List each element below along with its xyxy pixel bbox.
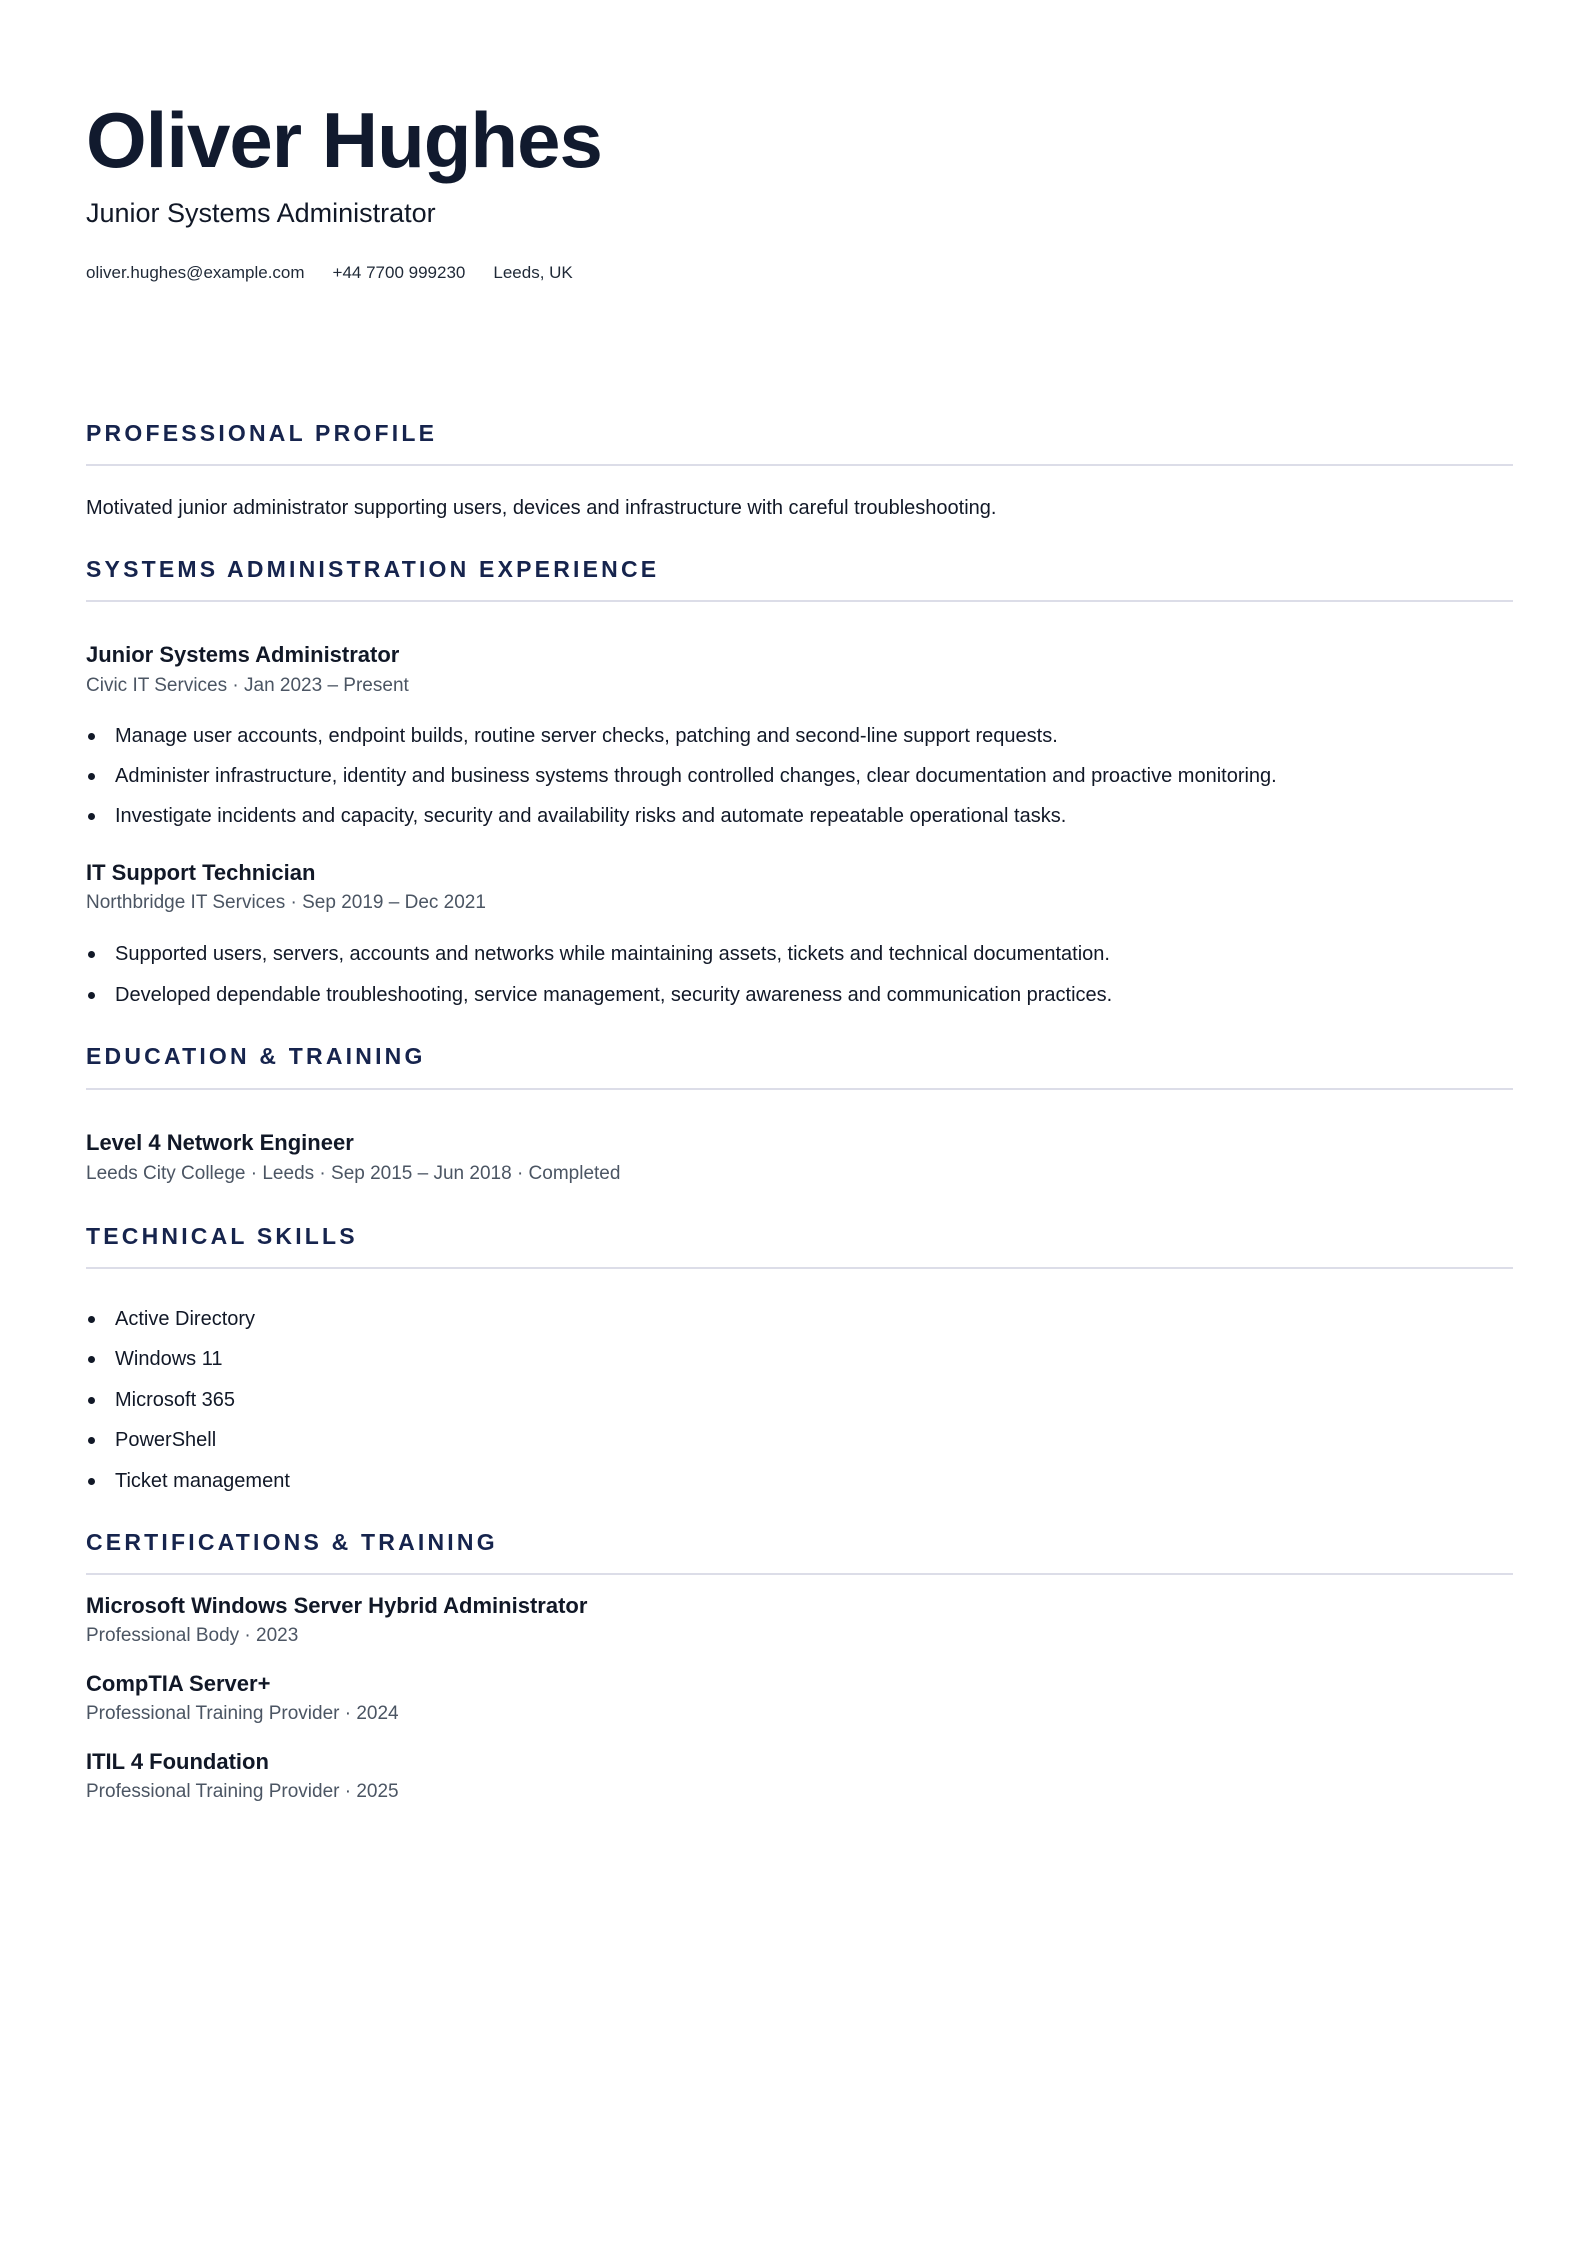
bullet-text: Supported users, servers, accounts and networks while maintaining assets, tickets and technical documentation. [115, 943, 1110, 965]
education-title: Level 4 Network Engineer [86, 1130, 354, 1155]
bullet-dot [88, 773, 95, 780]
bullet-dot [88, 733, 95, 740]
section-title: SYSTEMS ADMINISTRATION EXPERIENCE [86, 556, 660, 582]
bullet-dot [88, 1478, 95, 1485]
candidate-role: Junior Systems Administrator [86, 198, 436, 228]
job-title: Junior Systems Administrator [86, 642, 400, 667]
section-divider [86, 1573, 1513, 1575]
bullet-dot [88, 1437, 95, 1444]
job-title: IT Support Technician [86, 860, 316, 885]
candidate-name: Oliver Hughes [86, 96, 602, 184]
job-meta: Civic IT Services · Jan 2023 – Present [86, 675, 409, 696]
bullet-dot [88, 1356, 95, 1363]
job-meta: Northbridge IT Services · Sep 2019 – Dec 2021 [86, 892, 486, 913]
section-heading-experience [86, 554, 1513, 584]
contact-line [86, 262, 573, 284]
certification-meta: Professional Body · 2023 [86, 1625, 299, 1646]
section-heading-education [86, 1041, 1513, 1071]
certification-title: ITIL 4 Foundation [86, 1749, 269, 1774]
skill-text: Windows 11 [115, 1348, 223, 1370]
section-title: PROFESSIONAL PROFILE [86, 420, 438, 446]
bullet-text: Developed dependable troubleshooting, service management, security awareness and communication practices. [115, 984, 1113, 1006]
bullet-dot [88, 1316, 95, 1323]
section-heading-certifications [86, 1527, 1513, 1557]
skill-text: Active Directory [115, 1308, 256, 1330]
contact-phone[interactable]: +44 7700 999230 [332, 263, 466, 282]
contact-location: Leeds, UK [493, 263, 573, 282]
contact-email[interactable]: oliver.hughes@example.com [86, 263, 305, 282]
education-meta: Leeds City College · Leeds · Sep 2015 – Jun 2018 · Completed [86, 1163, 621, 1184]
certification-meta: Professional Training Provider · 2024 [86, 1703, 399, 1724]
skill-text: PowerShell [115, 1429, 217, 1451]
certification-meta: Professional Training Provider · 2025 [86, 1781, 399, 1802]
bullet-dot [88, 813, 95, 820]
bullet-text: Manage user accounts, endpoint builds, routine server checks, patching and second-line support requests. [115, 725, 1058, 747]
bullet-text: Investigate incidents and capacity, security and availability risks and automate repeatable operational tasks. [115, 805, 1067, 827]
section-divider [86, 464, 1513, 466]
bullet-dot [88, 992, 95, 999]
section-divider [86, 600, 1513, 602]
profile-summary: Motivated junior administrator supporting users, devices and infrastructure with careful troubleshooting. [86, 497, 997, 519]
certification-title: Microsoft Windows Server Hybrid Administrator [86, 1593, 588, 1618]
bullet-dot [88, 1397, 95, 1404]
bullet-text: Administer infrastructure, identity and business systems through controlled changes, clear documentation and proactive monitoring. [115, 765, 1277, 787]
section-title: EDUCATION & TRAINING [86, 1043, 426, 1069]
bullet-dot [88, 951, 95, 958]
section-heading-skills [86, 1221, 1513, 1251]
section-heading-profile [86, 418, 1513, 448]
skill-text: Microsoft 365 [115, 1389, 236, 1411]
section-divider [86, 1088, 1513, 1090]
section-title: CERTIFICATIONS & TRAINING [86, 1529, 498, 1555]
skill-text: Ticket management [115, 1470, 290, 1492]
section-divider [86, 1267, 1513, 1269]
certification-title: CompTIA Server+ [86, 1671, 271, 1696]
section-title: TECHNICAL SKILLS [86, 1223, 358, 1249]
